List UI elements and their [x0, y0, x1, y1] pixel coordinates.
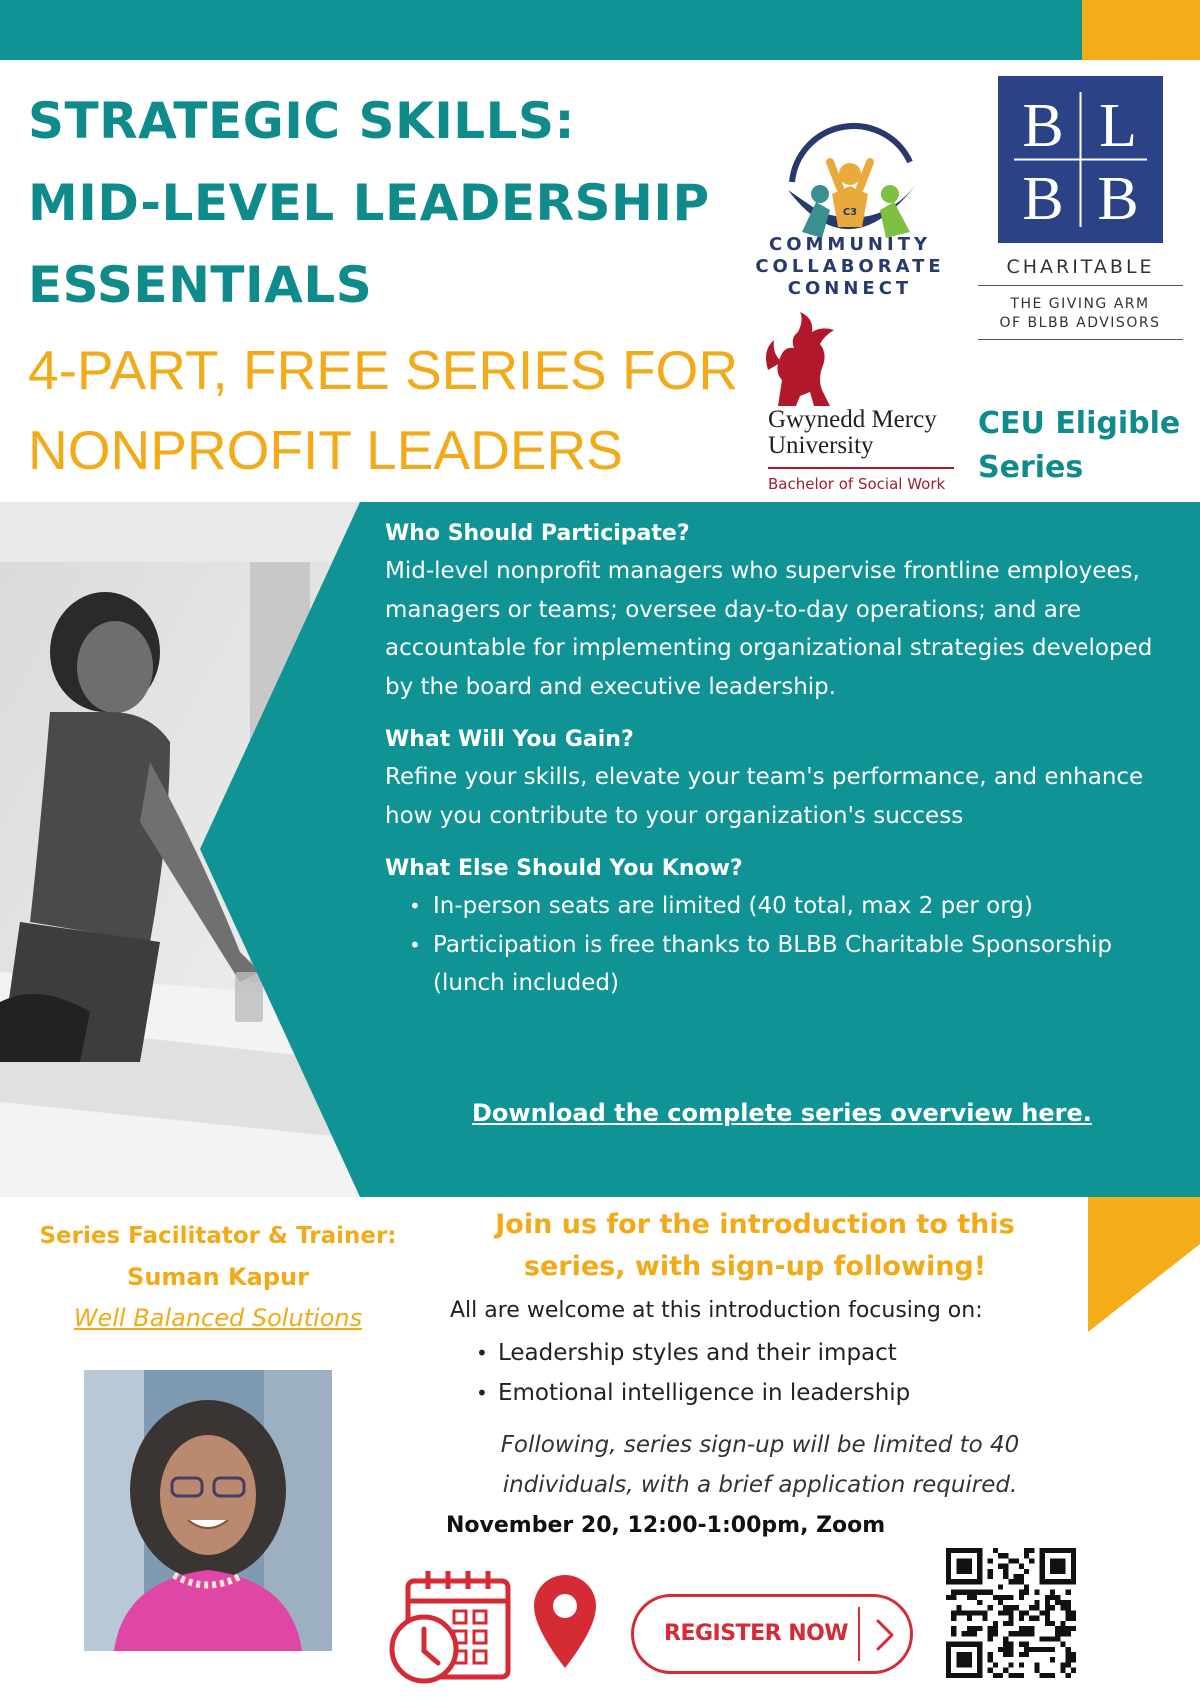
page-subtitle [28, 330, 748, 490]
gmu-name-line-1: Gwynedd Mercy [768, 406, 937, 433]
blbb-charitable: CHARITABLE [1006, 256, 1155, 278]
event-date-time: November 20, 12:00-1:00pm, Zoom [446, 1513, 886, 1538]
facilitator-org-link[interactable]: Well Balanced Solutions [73, 1304, 363, 1332]
blbb-tagline-2: OF BLBB ADVISORS [999, 315, 1161, 331]
who-heading: Who Should Participate? [385, 521, 690, 546]
blbb-divider [978, 285, 1183, 286]
blbb-letter-2: L [1099, 92, 1137, 160]
intro-topics [476, 1333, 1036, 1413]
join-line-1: Join us for the introduction to this [495, 1209, 1015, 1240]
c3-line-2: COLLABORATE [755, 256, 945, 277]
chevron-right-icon [874, 1617, 896, 1653]
gmu-divider [768, 467, 954, 469]
facilitator-label: Series Facilitator & Trainer: [39, 1223, 397, 1249]
gain-text: Refine your skills, elevate your team's performance, and enhance how you contribute to your organization's success [385, 764, 1144, 829]
who-text: Mid-level nonprofit managers who supervise frontline employees, managers or teams; oversee day-to-day operations; and are accountable for implementing organizational strategies developed by the board and executive leadership. [385, 558, 1153, 700]
gmu-name-line-2: University [768, 432, 874, 459]
facilitator-block [0, 1216, 436, 1339]
gmu-griffin-logo [760, 310, 840, 410]
title-line-2: MID-LEVEL LEADERSHIP [28, 174, 710, 232]
list-item: • Participation is free thanks to BLBB Charitable Sponsorship (lunch included) [407, 926, 1175, 1003]
facilitator-name: Suman Kapur [127, 1263, 309, 1291]
top-teal-bar [0, 0, 1082, 60]
ceu-line-2: Series [978, 450, 1084, 485]
blbb-letter-3: B [1022, 165, 1064, 233]
signup-note-line-2: individuals, with a brief application required. [502, 1472, 1018, 1498]
register-now-button[interactable] [631, 1594, 913, 1674]
subtitle-line-2: NONPROFIT LEADERS [28, 419, 623, 481]
c3-logo-text [740, 234, 960, 300]
list-item: • In-person seats are limited (40 total, max 2 per org) [407, 887, 1175, 926]
location-pin-icon [530, 1570, 600, 1670]
blbb-letter-4: B [1097, 165, 1139, 233]
calendar-clock-icon [388, 1567, 516, 1687]
register-divider [858, 1607, 860, 1661]
c3-line-1: COMMUNITY [768, 234, 932, 255]
signup-note [460, 1425, 1060, 1505]
join-line-2: series, with sign-up following! [523, 1251, 987, 1282]
join-heading [440, 1204, 1070, 1288]
blbb-letter-1: B [1022, 92, 1064, 160]
know-list [407, 887, 1175, 1003]
subtitle-line-1: 4-PART, FREE SERIES FOR [28, 339, 739, 401]
top-gold-bar [1082, 0, 1200, 60]
title-line-3: ESSENTIALS [28, 256, 373, 314]
gmu-name [768, 407, 968, 459]
facilitator-headshot [84, 1370, 332, 1651]
welcome-text: All are welcome at this introduction focusing on: [450, 1298, 983, 1323]
title-line-1: STRATEGIC SKILLS: [28, 92, 576, 150]
info-panel [385, 518, 1175, 1003]
list-item: • Leadership styles and their impact [476, 1333, 1036, 1373]
gmu-program: Bachelor of Social Work [768, 475, 946, 493]
page-title [28, 80, 748, 326]
know-heading: What Else Should You Know? [385, 856, 743, 881]
gain-heading: What Will You Gain? [385, 727, 634, 752]
blbb-divider-bottom [978, 339, 1183, 340]
blbb-tagline [970, 295, 1190, 333]
blbb-tagline-1: THE GIVING ARM [1010, 296, 1150, 312]
register-label: REGISTER NOW [664, 1621, 849, 1646]
qr-code[interactable] [946, 1548, 1076, 1678]
download-overview-link[interactable]: Download the complete series overview here. [472, 1099, 1092, 1127]
signup-note-line-1: Following, series sign-up will be limited to 40 [500, 1432, 1020, 1458]
c3-line-3: CONNECT [787, 278, 913, 299]
blbb-logo [998, 76, 1163, 243]
ceu-line-1: CEU Eligible [978, 406, 1181, 441]
list-item: • Emotional intelligence in leadership [476, 1373, 1036, 1413]
gold-corner-triangle [1088, 1197, 1200, 1332]
c3-badge-text: C3 [842, 207, 858, 218]
ceu-eligible-note [978, 402, 1188, 490]
